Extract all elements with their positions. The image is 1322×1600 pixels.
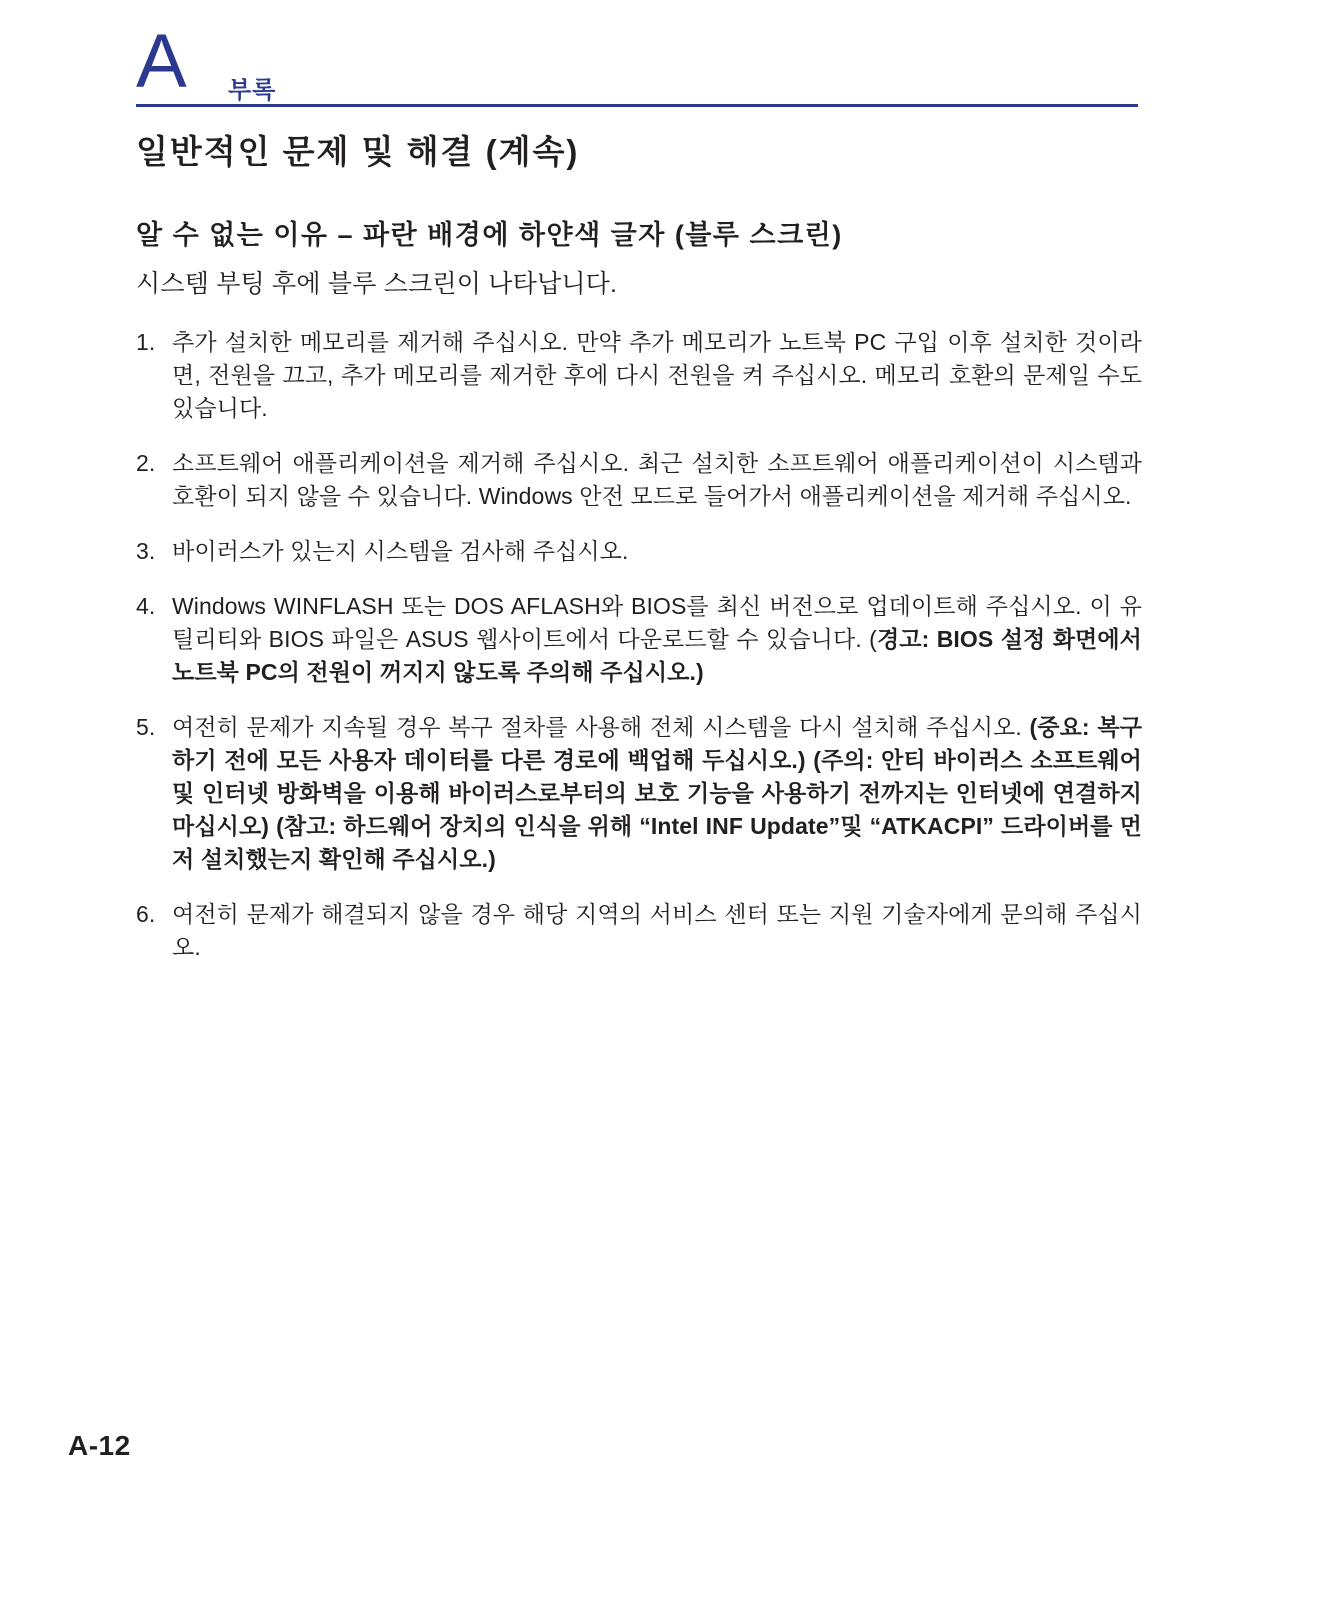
list-item bbox=[136, 535, 1142, 568]
list-item-text: 여전히 문제가 지속될 경우 복구 절차를 사용해 전체 시스템을 다시 설치해 주십시오. bbox=[172, 714, 1030, 740]
list-item-text: 추가 설치한 메모리를 제거해 주십시오. 만약 추가 메모리가 노트북 PC 구입 이후 설치한 것이라면, 전원을 끄고, 추가 메모리를 제거한 후에 다시 전원을 켜 주십시오. 메모리 호환의 문제일 수도 있습니다. bbox=[172, 329, 1142, 421]
list-item bbox=[136, 590, 1142, 689]
list-item-number: 3. bbox=[136, 538, 156, 564]
list-item-number: 1. bbox=[136, 329, 156, 355]
list-item-text: 바이러스가 있는지 시스템을 검사해 주십시오. bbox=[172, 538, 629, 564]
section-subtitle: 알 수 없는 이유 – 파란 배경에 하얀색 글자 (블루 스크린) bbox=[136, 220, 843, 250]
list-item-number: 5. bbox=[136, 714, 156, 740]
list-item-number: 6. bbox=[136, 901, 156, 927]
page-content bbox=[136, 130, 1142, 986]
list-item-number: 2. bbox=[136, 450, 156, 476]
list-item-bold-text: (중요: 복구하기 전에 모든 사용자 데이터를 다른 경로에 백업해 두십시오.) (주의: 안티 바이러스 소프트웨어 및 인터넷 방화벽을 이용해 바이러스로부터의 보호 기능을 사용하기 전까지는 인터넷에 연결하지 마십시오) (참고: 하드웨어 장치의 인식을 위해 “Intel INF Update”및 “ATKACPI” 드라이버를 먼저 설치했는지 확인해 주십시오.) bbox=[172, 714, 1143, 872]
appendix-label: 부록 bbox=[228, 77, 277, 104]
page-header bbox=[136, 19, 1136, 110]
header-divider bbox=[136, 104, 1138, 107]
list-item-text: 여전히 문제가 해결되지 않을 경우 해당 지역의 서비스 센터 또는 지원 기술자에게 문의해 주십시오. bbox=[172, 901, 1142, 960]
intro-paragraph: 시스템 부팅 후에 블루 스크린이 나타납니다. bbox=[136, 270, 618, 298]
list-item-text: 소프트웨어 애플리케이션을 제거해 주십시오. 최근 설치한 소프트웨어 애플리케이션이 시스템과 호환이 되지 않을 수 있습니다. Windows 안전 모드로 들어가서 애플리케이션을 제거해 주십시오. bbox=[172, 450, 1142, 509]
list-item bbox=[136, 326, 1142, 425]
list-item-text: Windows WINFLASH 또는 DOS AFLASH와 BIOS를 최신 버전으로 업데이트해 주십시오. 이 유틸리티와 BIOS 파일은 ASUS 웹사이트에서 다운로드할 수 있습니다. ( bbox=[172, 593, 1142, 652]
page-number: A-12 bbox=[68, 1430, 131, 1461]
list-item bbox=[136, 898, 1142, 964]
list-item-bold-text: 경고: BIOS 설정 화면에서 노트북 PC의 전원이 꺼지지 않도록 주의해 주십시오.) bbox=[172, 626, 1142, 685]
appendix-letter: A bbox=[136, 19, 187, 104]
list-item bbox=[136, 711, 1142, 876]
spacer bbox=[136, 174, 1142, 216]
list-item-number: 4. bbox=[136, 593, 156, 619]
page-title: 일반적인 문제 및 해결 (계속) bbox=[136, 133, 580, 170]
list-item bbox=[136, 447, 1142, 513]
spacer bbox=[136, 254, 1142, 266]
steps-list bbox=[136, 326, 1142, 964]
